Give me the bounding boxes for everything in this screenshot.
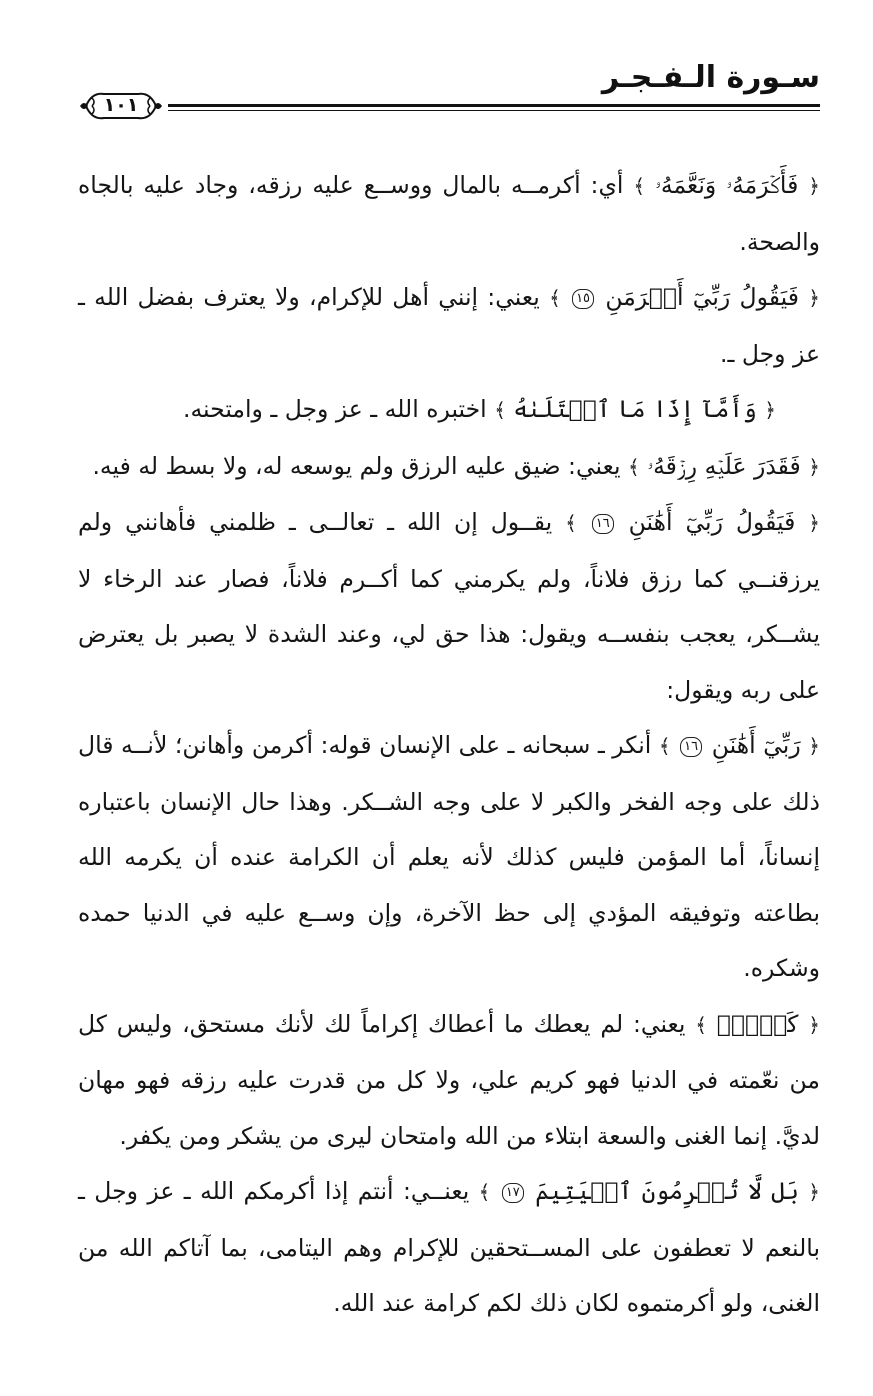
ayah-number: ١٦ [680, 737, 702, 757]
paragraph-1 [78, 158, 820, 270]
quran-bracket-close: ﴾ [658, 734, 671, 758]
explanation-text: يعنــي: أنتم إذا أكرمكم الله ـ عز وجل ـ بالنعم لا تعطفون على المســتحقين للإكرام وهم اليتامى، بما آتاكم الله من الغنى، ولو أكرمتموه لكان ذلك لكم كرامة عند الله. [78, 1177, 820, 1317]
explanation-text: يعني: لم يعطك ما أعطاك إكراماً لك لأنك مستحق، وليس كل من نعّمته في الدنيا فهو كريم علي، ولا كل من قدرت عليه رزقه فهو مهان لديَّ. إنما الغنى والسعة ابتلاء من الله وامتحان ليرى من يشكر ومن يكفر. [78, 1009, 820, 1150]
quran-bracket-close: ﴾ [633, 174, 646, 198]
ayah-number: ١٧ [502, 1183, 524, 1203]
quran-bracket-open: ﴿ [808, 511, 820, 535]
quran-bracket-close: ﴾ [565, 511, 577, 535]
explanation-text: اختبره الله ـ عز وجل ـ وامتحنه. [182, 395, 487, 423]
quran-bracket-close: ﴾ [549, 286, 561, 310]
quran-bracket-close: ﴾ [695, 1012, 707, 1037]
explanation-text: يعني: إنني أهل للإكرام، ولا يعترف بفضل الله ـ عز وجل ـ. [78, 283, 820, 368]
explanation-text: أنكر ـ سبحانه ـ على الإنسان قوله: أكرمن وأهانن؛ لأنــه قال ذلك على وجه الفخر والكبر لا على وجه الشــكر. وهذا حال الإنسان باعتباره إنساناً، أما المؤمن فليس كذلك لأنه يعلم أن الكرامة عنده أن يكرمه الله بطاعته وتوفيقه المؤدي إلى حظ الآخرة، وإن وســع عليه في الدنيا حمده وشكره. [78, 731, 820, 982]
paragraph-2 [78, 270, 820, 382]
quran-quote: فَقَدَرَ عَلَيۡهِ رِزۡقَهُۥ [647, 451, 801, 480]
quran-quote: رَبِّيٓ أَهَٰنَنِ [711, 731, 801, 759]
paragraph-4 [78, 439, 820, 496]
quran-quote: فَيَقُولُ رَبِّيٓ أَهَٰنَنِ [628, 508, 796, 536]
paragraph-3 [78, 382, 820, 439]
quran-bracket-open: ﴿ [808, 286, 820, 310]
ayah-number: ١٥ [572, 289, 594, 309]
quran-bracket-close: ﴾ [478, 1180, 491, 1204]
explanation-text: يقــول إن الله ـ تعالــى ـ ظلمني فأهانني ولم يرزقنــي كما رزق فلاناً، ولم يكرمني كما أكــرم فلاناً، فصار عند الرخاء لا يشــكر، يعجب بنفســه ويقول: هذا حق لي، وعند الشدة لا يصبر بل يعترض على ربه ويقول: [78, 508, 820, 704]
tafsir-text [78, 158, 820, 1332]
paragraph-8 [78, 1164, 820, 1332]
quran-quote: وَأَمَّآ إِذَا مَا ٱبۡتَلَىٰهُ [513, 395, 757, 423]
header-rule-thin [168, 110, 820, 111]
ayah-number: ١٦ [592, 514, 614, 534]
explanation-text: يعني: ضيق عليه الرزق ولم يوسعه له، ولا بسط له فيه. [92, 451, 621, 480]
quran-bracket-close: ﴾ [494, 398, 506, 422]
quran-bracket-close: ﴾ [628, 454, 640, 479]
surah-title: سـورة الـفـجـر [601, 60, 820, 95]
explanation-text: أي: أكرمــه بالمال ووســع عليه رزقه، وجاد عليه بالجاه والصحة. [78, 171, 820, 256]
quran-quote: بَل لَّا تُكۡرِمُونَ ٱلۡيَتِيمَ [535, 1177, 799, 1205]
header-rule [168, 104, 820, 107]
paragraph-7 [78, 997, 820, 1165]
quran-bracket-open: ﴿ [808, 454, 820, 479]
page-number: ١٠١ [103, 94, 139, 116]
quran-bracket-open: ﴿ [808, 734, 820, 758]
quran-quote: كَلَّاۖ [716, 1009, 799, 1038]
paragraph-5 [78, 495, 820, 718]
quran-bracket-open: ﴿ [764, 398, 776, 422]
quran-bracket-open: ﴿ [808, 1180, 820, 1204]
quran-bracket-open: ﴿ [808, 174, 820, 198]
quran-quote: فَأَكۡرَمَهُۥ وَنَعَّمَهُۥ [654, 171, 799, 199]
quran-bracket-open: ﴿ [808, 1012, 820, 1037]
paragraph-6 [78, 718, 820, 997]
quran-quote: فَيَقُولُ رَبِّيٓ أَكۡرَمَنِ [605, 283, 799, 311]
page-header [78, 60, 820, 130]
